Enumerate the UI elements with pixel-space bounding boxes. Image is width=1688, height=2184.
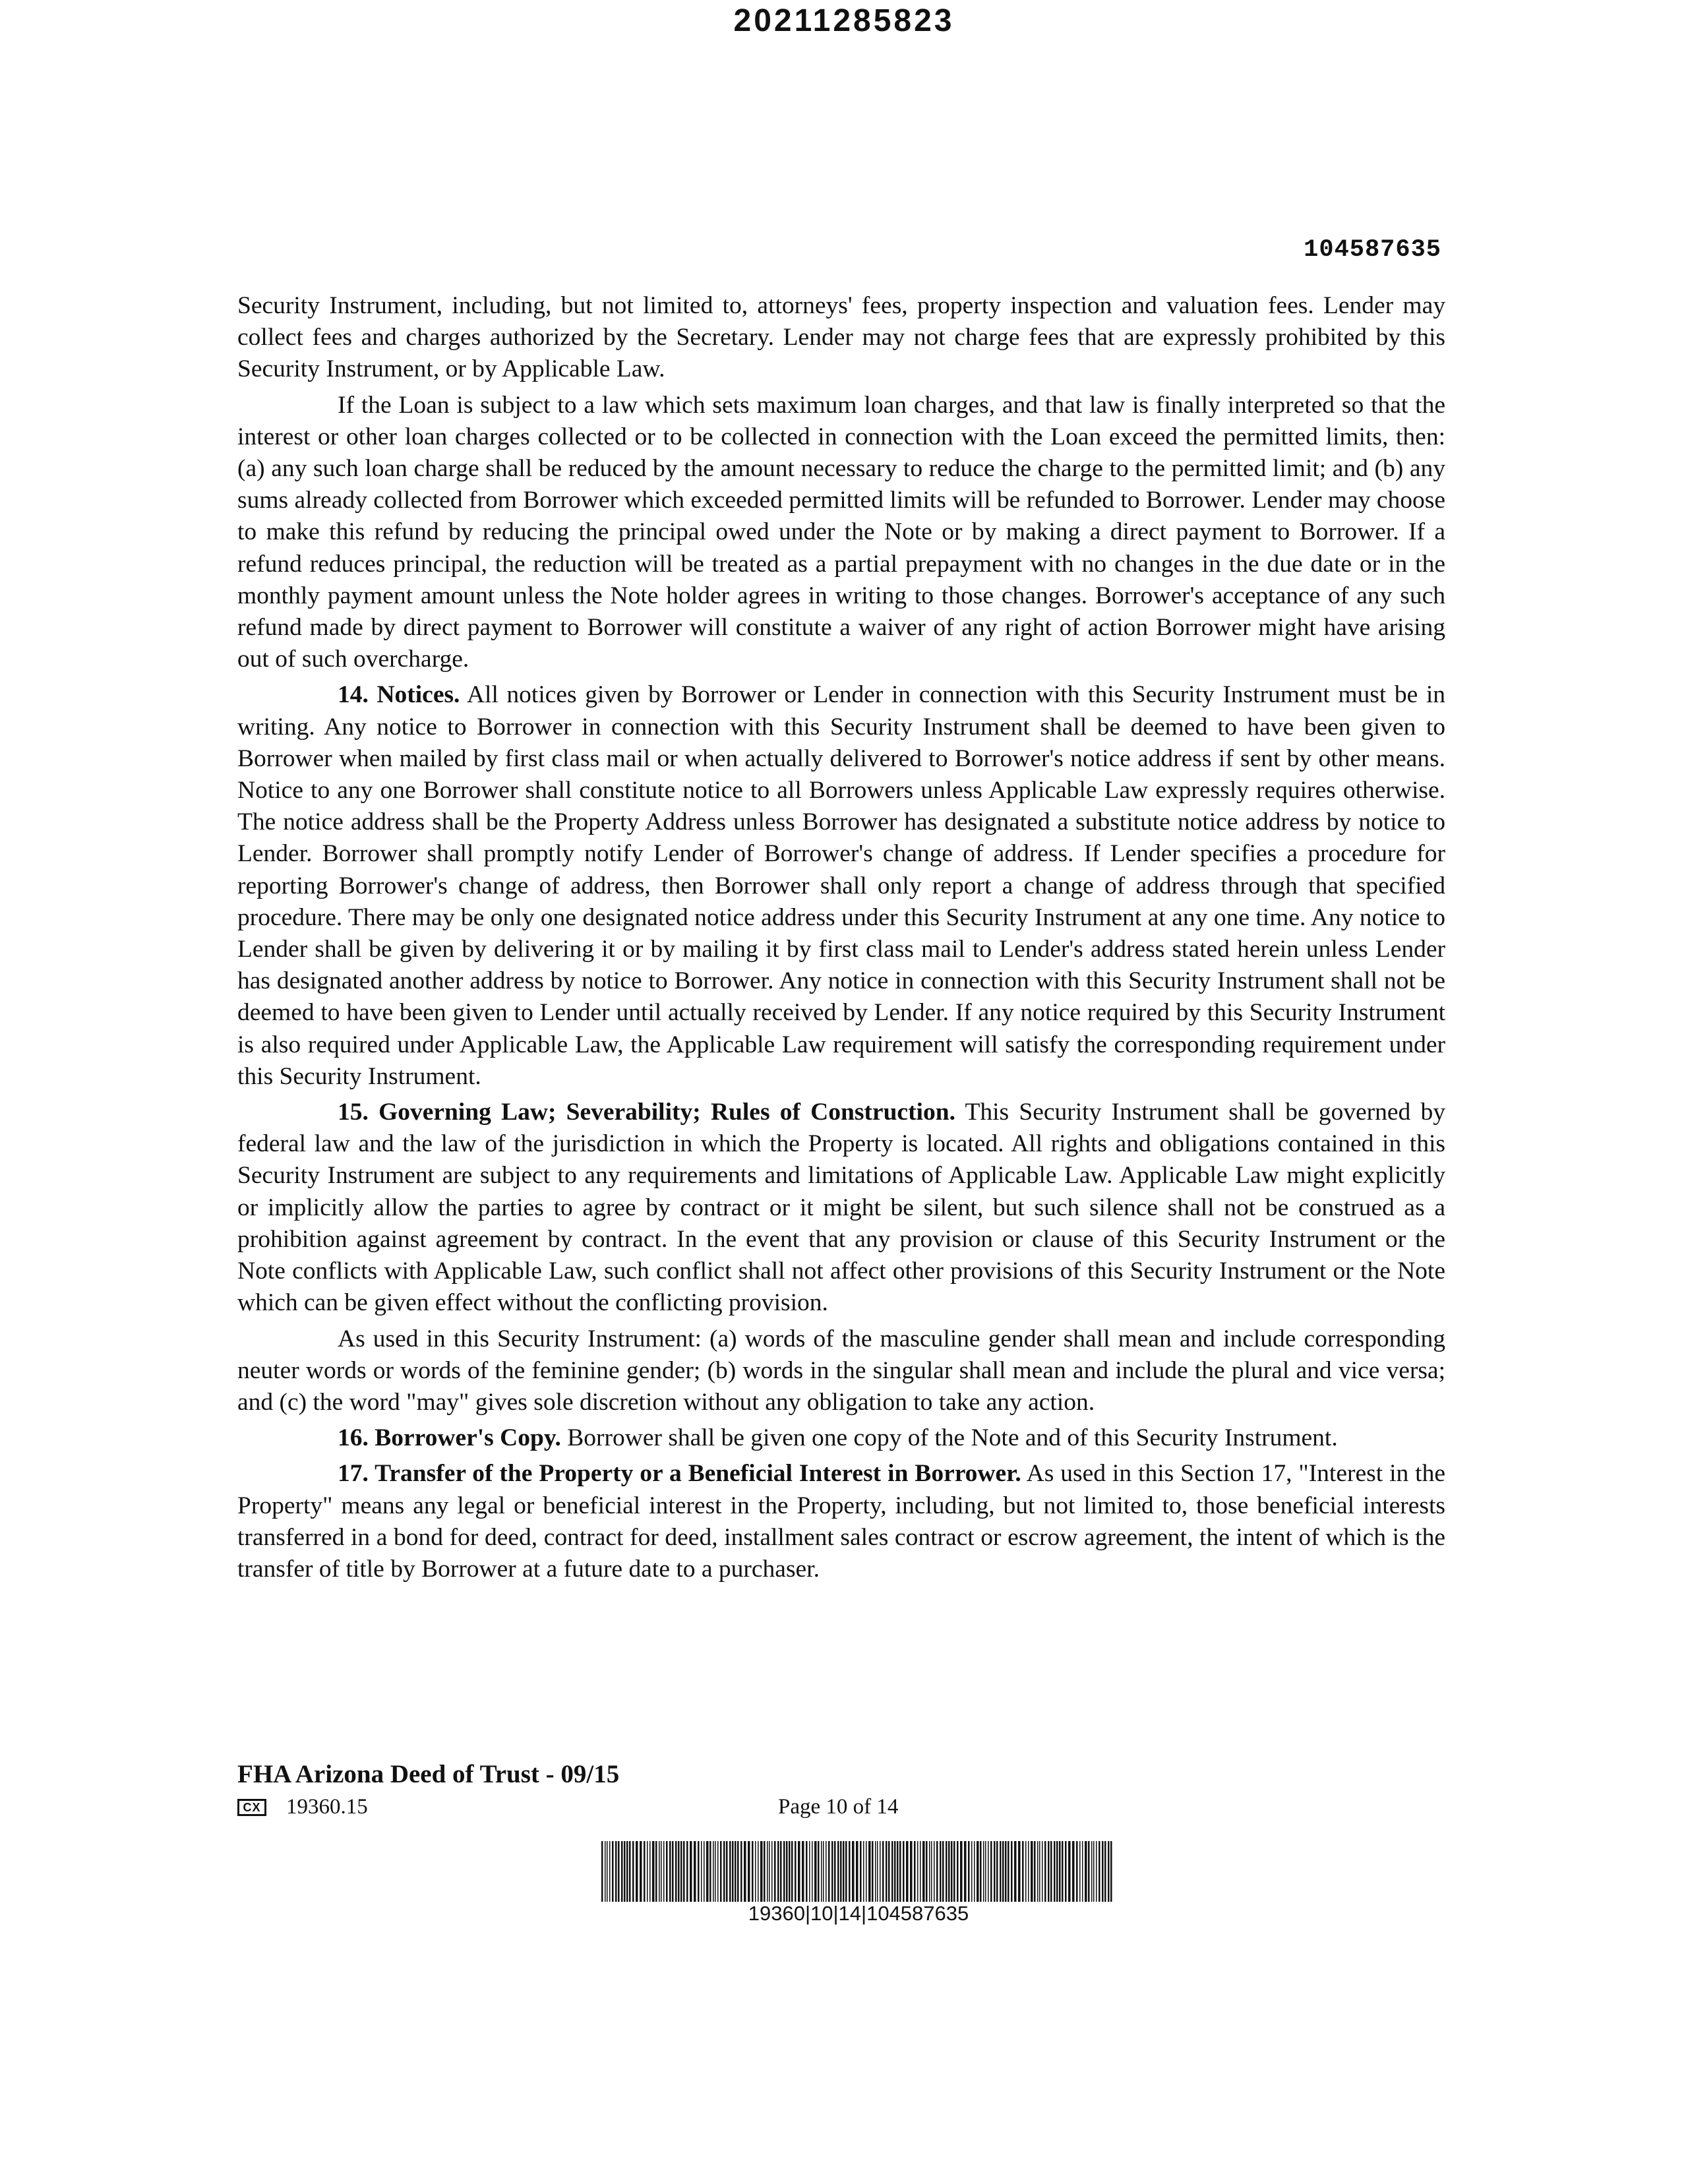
barcode-text: 19360|10|14|104587635 (748, 1902, 969, 1925)
construction-paragraph: As used in this Security Instrument: (a) words of the masculine gender shall mean and include corresponding neuter words or words of the feminine gender; (b) words in the singular shall mean and include the plural and vice versa; and (c) the word "may" gives sole discretion without any obligation to take any action. (237, 1325, 1445, 1416)
section-14-notices (237, 679, 1445, 1093)
loan-charges-paragraph: If the Loan is subject to a law which sets maximum loan charges, and that law is finally interpreted so that the interest or other loan charges collected or to be collected in connection with the Loan exceed the permitted limits, then: (a) any such loan charge shall be reduced by the amount necessary to reduce the charge to the permitted limit; and (b) any sums already collected from Borrower which exceeded permitted limits will be refunded to Borrower. Lender may choose to make this refund by reducing the principal owed under the Note or by making a direct payment to Borrower. If a refund reduces principal, the reduction will be treated as a partial prepayment with no changes in the due date or in the monthly payment amount unless the Note holder agrees in writing to those changes. Borrower's acceptance of any such refund made by direct payment to Borrower will constitute a waiver of any right of action Borrower might have arising out of such overcharge. (237, 391, 1445, 673)
section-15-governing-law (237, 1097, 1445, 1319)
cx-logo-icon: CX (237, 1799, 266, 1816)
section-text: This Security Instrument shall be governed by federal law and the law of the jurisdiction in which the Property is located. All rights and obligations contained in this Security Instrument are subject to any requirements and limitations of Applicable Law. Applicable Law might explicitly or implicitly allow the parties to agree by contract or it might be silent, but such silence shall not be construed as a prohibition against agreement by contract. In the event that any provision or clause of this Security Instrument or the Note conflicts with Applicable Law, such conflict shall not affect other provisions of this Security Instrument or the Note which can be given effect without the conflicting provision. (237, 1099, 1445, 1317)
footer-row (237, 1795, 1445, 1824)
loan-number: 104587635 (1304, 236, 1441, 264)
continuation-paragraph: Security Instrument, including, but not limited to, attorneys' fees, property inspection and valuation fees. Lender may collect fees and charges authorized by the Secretary. Lender may not charge fees that are expressly prohibited by this Security Instrument, or by Applicable Law. (237, 292, 1445, 383)
section-17-transfer (237, 1458, 1445, 1585)
section-text: All notices given by Borrower or Lender in connection with this Security Instrument must be in writing. Any notice to Borrower in connection with this Security Instrument shall be deemed to have been given to Borrower when mailed by first class mail or when actually delivered to Borrower's notice address if sent by other means. Notice to any one Borrower shall constitute notice to all Borrowers unless Applicable Law expressly requires otherwise. The notice address shall be the Property Address unless Borrower has designated a substitute notice address by notice to Lender. Borrower shall promptly notify Lender of Borrower's change of address. If Lender specifies a procedure for reporting Borrower's change of address, then Borrower shall only report a change of address through that specified procedure. There may be only one designated notice address under this Security Instrument at any one time. Any notice to Lender shall be given by delivering it or by mailing it by first class mail to Lender's address stated herein unless Lender has designated another address by notice to Borrower. Any notice in connection with this Security Instrument shall not be deemed to have been given to Lender until actually received by Lender. If any notice required by this Security Instrument is also required under Applicable Law, the Applicable Law requirement will satisfy the corresponding requirement under this Security Instrument. (237, 681, 1445, 1090)
section-text: As used in this Section 17, "Interest in the Property" means any legal or beneficial interest in the Property, including, but not limited to, those beneficial interests transferred in a bond for deed, contract for deed, installment sales contract or escrow agreement, the intent of which is the transfer of title by Borrower at a future date to a purchaser. (237, 1460, 1445, 1583)
section-text: Borrower shall be given one copy of the Note and of this Security Instrument. (567, 1424, 1338, 1452)
section-title: 16. Borrower's Copy. (338, 1424, 561, 1452)
section-title: 14. Notices. (338, 681, 460, 709)
form-title: FHA Arizona Deed of Trust - 09/15 (237, 1760, 620, 1788)
section-title: 15. Governing Law; Severability; Rules of Construction. (338, 1099, 955, 1126)
recording-number: 20211285823 (733, 3, 955, 38)
barcode-icon (601, 1841, 1116, 1902)
section-title: 17. Transfer of the Property or a Beneficial Interest in Borrower. (338, 1460, 1021, 1488)
page-indicator: Page 10 of 14 (778, 1795, 899, 1819)
form-number: 19360.15 (286, 1795, 368, 1819)
document-body (237, 290, 1445, 1589)
section-16-borrowers-copy (237, 1422, 1445, 1454)
